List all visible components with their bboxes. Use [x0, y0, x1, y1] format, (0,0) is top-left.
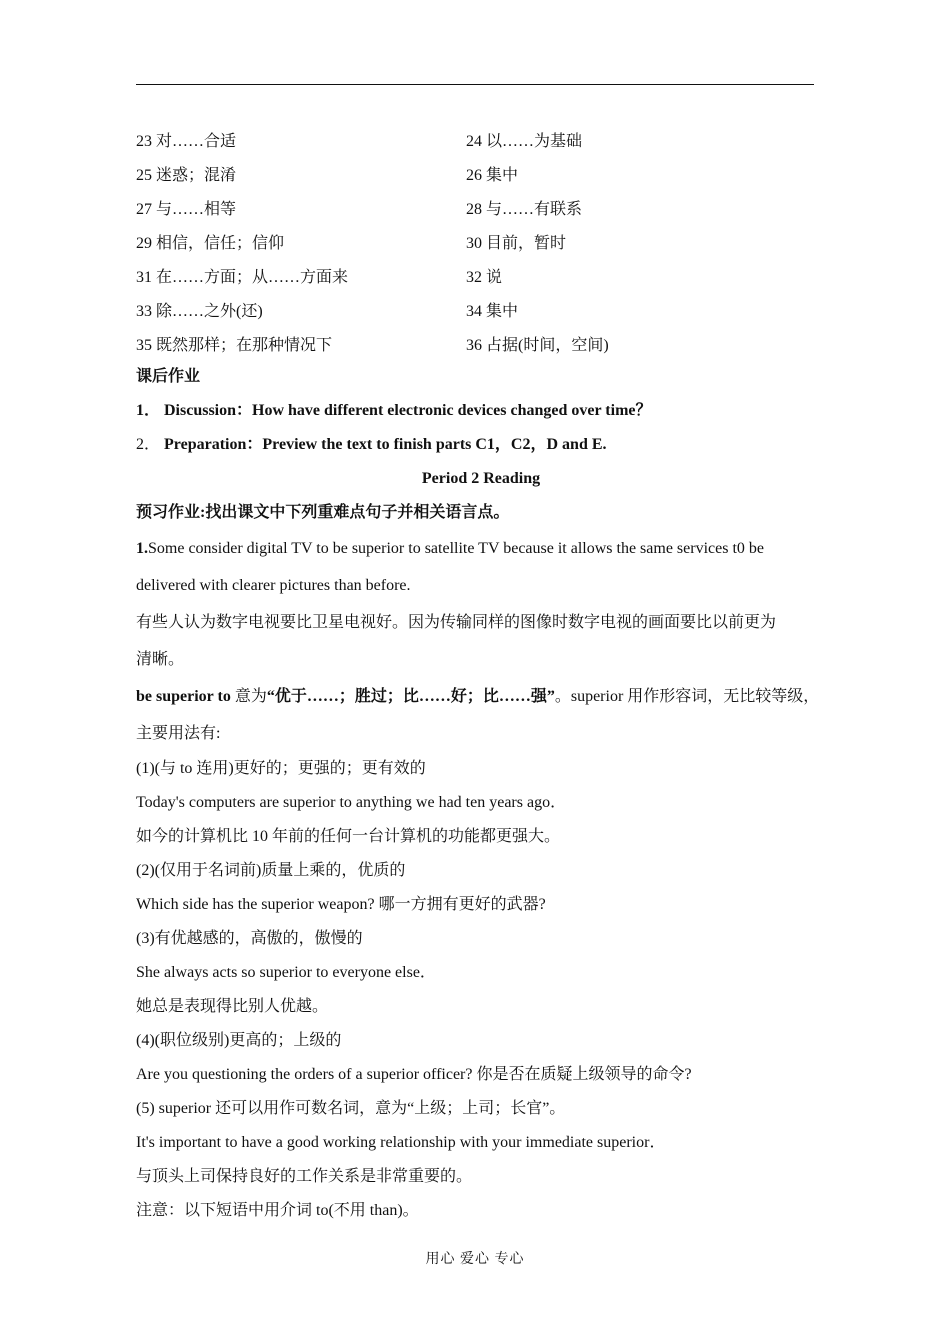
period-title: Period 2 Reading [421, 470, 541, 487]
usage-line: She always acts so superior to everyone else． [136, 964, 436, 981]
vocab-row [136, 326, 816, 360]
example-sentence-line-1 [136, 530, 826, 567]
usage-line: Are you questioning the orders of a superior officer? 你是否在质疑上级领导的命令? [136, 1066, 692, 1083]
vocab-row [136, 190, 816, 224]
usage-line: Today's computers are superior to anything we had ten years ago． [136, 794, 567, 811]
sentence-number: 1. [136, 540, 148, 557]
vocab-item: 30 目前，暂时 [466, 234, 567, 252]
usage-line: 注意：以下短语中用介词 to(不用 than)。 [136, 1202, 419, 1219]
vocab-item: 26 集中 [466, 166, 519, 184]
usage-line: (3)有优越感的，高傲的，傲慢的 [136, 930, 363, 947]
translation-line-1: 有些人认为数字电视要比卫星电视好。因为传输同样的图像时数字电视的画面要比以前更为 [136, 614, 777, 631]
explanation-tail: 。superior 用作形容词，无比较等级， [554, 688, 820, 705]
usage-line: (4)(职位级别)更高的；上级的 [136, 1032, 342, 1049]
vocab-item: 29 相信，信任；信仰 [136, 234, 285, 252]
lesson-body [136, 360, 826, 1228]
vocabulary-grid [136, 122, 816, 360]
key-phrase: be superior to [136, 688, 231, 705]
vocab-item: 24 以……为基础 [466, 132, 583, 150]
homework-item-2-number: 2． [136, 436, 161, 453]
vocab-row [136, 258, 816, 292]
vocab-item: 32 说 [466, 268, 503, 286]
usage-line: 如今的计算机比 10 年前的任何一台计算机的功能都更强大。 [136, 828, 561, 845]
vocab-item: 25 迷惑；混淆 [136, 166, 237, 184]
homework-item-2-text: Preparation：Preview the text to finish parts C1，C2，D and E. [164, 436, 607, 453]
key-phrase-meaning: “优于……；胜过；比……好；比……强” [266, 688, 555, 705]
example-sentence-line-2: delivered with clearer pictures than before. [136, 577, 411, 594]
usage-line: 与顶头上司保持良好的工作关系是非常重要的。 [136, 1168, 473, 1185]
usage-line: (2)(仅用于名词前)质量上乘的，优质的 [136, 862, 406, 879]
usage-line: Which side has the superior weapon? 哪一方拥有更好的武器? [136, 896, 546, 913]
vocab-item: 34 集中 [466, 302, 519, 320]
usage-line: 她总是表现得比别人优越。 [136, 998, 329, 1015]
vocab-row [136, 292, 816, 326]
usage-line: (1)(与 to 连用)更好的；更强的；更有效的 [136, 760, 426, 777]
vocab-item: 33 除……之外(还) [136, 302, 263, 320]
vocab-item: 35 既然那样；在那种情况下 [136, 336, 333, 354]
vocab-item: 36 占据(时间，空间) [466, 336, 609, 354]
explanation-connector: 意为 [230, 688, 267, 705]
preview-heading: 预习作业:找出课文中下列重难点句子并相关语言点。 [136, 504, 510, 521]
vocab-item: 28 与……有联系 [466, 200, 583, 218]
vocab-item: 31 在……方面；从……方面来 [136, 268, 349, 286]
homework-item-2 [136, 428, 826, 462]
vocab-row [136, 122, 816, 156]
vocab-item: 23 对……合适 [136, 132, 237, 150]
header-rule [136, 84, 814, 85]
homework-item-1: 1． Discussion：How have different electronic devices changed over time？ [136, 402, 652, 419]
explanation-line-2: 主要用法有: [136, 725, 221, 742]
vocab-row [136, 156, 816, 190]
sentence-text: Some consider digital TV to be superior to satellite TV because it allows the same services t0 be [148, 540, 765, 557]
translation-line-2: 清晰。 [136, 651, 185, 668]
usage-line: (5) superior 还可以用作可数名词，意为“上级；上司；长官”。 [136, 1100, 566, 1117]
usage-line: It's important to have a good working relationship with your immediate superior． [136, 1134, 666, 1151]
vocab-row [136, 224, 816, 258]
homework-title: 课后作业 [136, 368, 201, 385]
page-footer: 用心 爱心 专心 [425, 1252, 525, 1267]
explanation-line-1 [136, 678, 826, 715]
vocab-item: 27 与……相等 [136, 200, 237, 218]
